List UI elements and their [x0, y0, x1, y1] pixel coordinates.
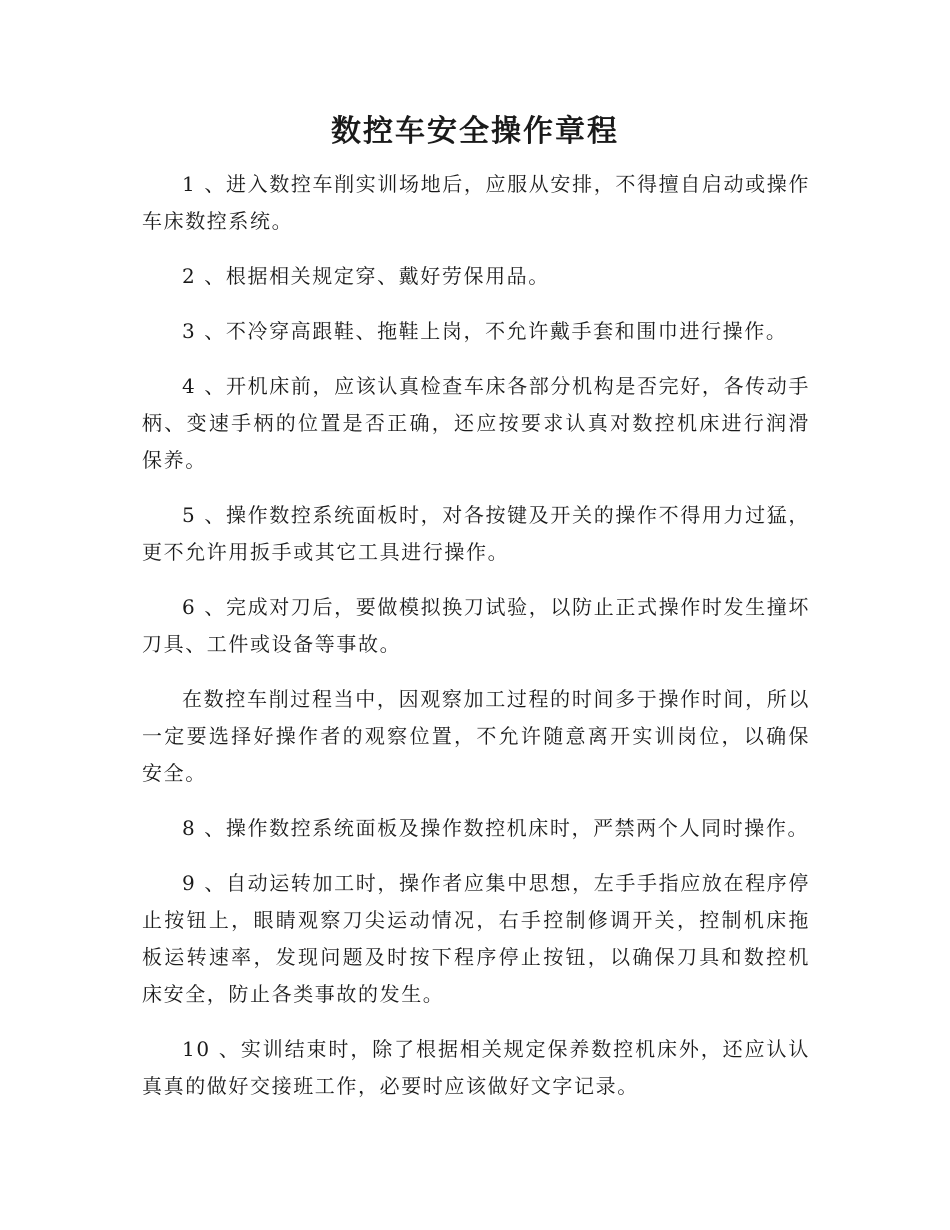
paragraph-1: 1 、进入数控车削实训场地后，应服从安排，不得擅自启动或操作车床数控系统。 — [142, 172, 810, 233]
paragraph-7: 在数控车削过程当中，因观察加工过程的时间多于操作时间，所以一定要选择好操作者的观察位置，不允许随意离开实训岗位，以确保安全。 — [142, 687, 810, 785]
paragraph-2: 2 、根据相关规定穿、戴好劳保用品。 — [182, 264, 550, 288]
paragraph-5: 5 、操作数控系统面板时，对各按键及开关的操作不得用力过猛，更不允许用扳手或其它工具进行操作。 — [142, 503, 810, 564]
document-title: 数控车安全操作章程 — [331, 114, 619, 149]
document-body — [142, 166, 810, 1123]
paragraph-4: 4 、开机床前，应该认真检查车床各部分机构是否完好，各传动手柄、变速手柄的位置是否正确，还应按要求认真对数控机床进行润滑保养。 — [142, 374, 810, 472]
paragraph-8: 8 、操作数控系统面板及操作数控机床时，严禁两个人同时操作。 — [182, 816, 810, 840]
paragraph-10: 10 、实训结束时，除了根据相关规定保养数控机床外，还应认认真真的做好交接班工作，必要时应该做好文字记录。 — [142, 1037, 810, 1098]
paragraph-3: 3 、不冷穿高跟鞋、拖鞋上岗，不允许戴手套和围巾进行操作。 — [182, 319, 788, 343]
paragraph-6: 6 、完成对刀后，要做模拟换刀试验，以防止正式操作时发生撞坏刀具、工件或设备等事故。 — [142, 595, 810, 656]
paragraph-9: 9 、自动运转加工时，操作者应集中思想，左手手指应放在程序停止按钮上，眼睛观察刀尖运动情况，右手控制修调开关，控制机床拖板运转速率，发现问题及时按下程序停止按钮，以确保刀具和数控机床安全，防止各类事故的发生。 — [142, 871, 810, 1006]
